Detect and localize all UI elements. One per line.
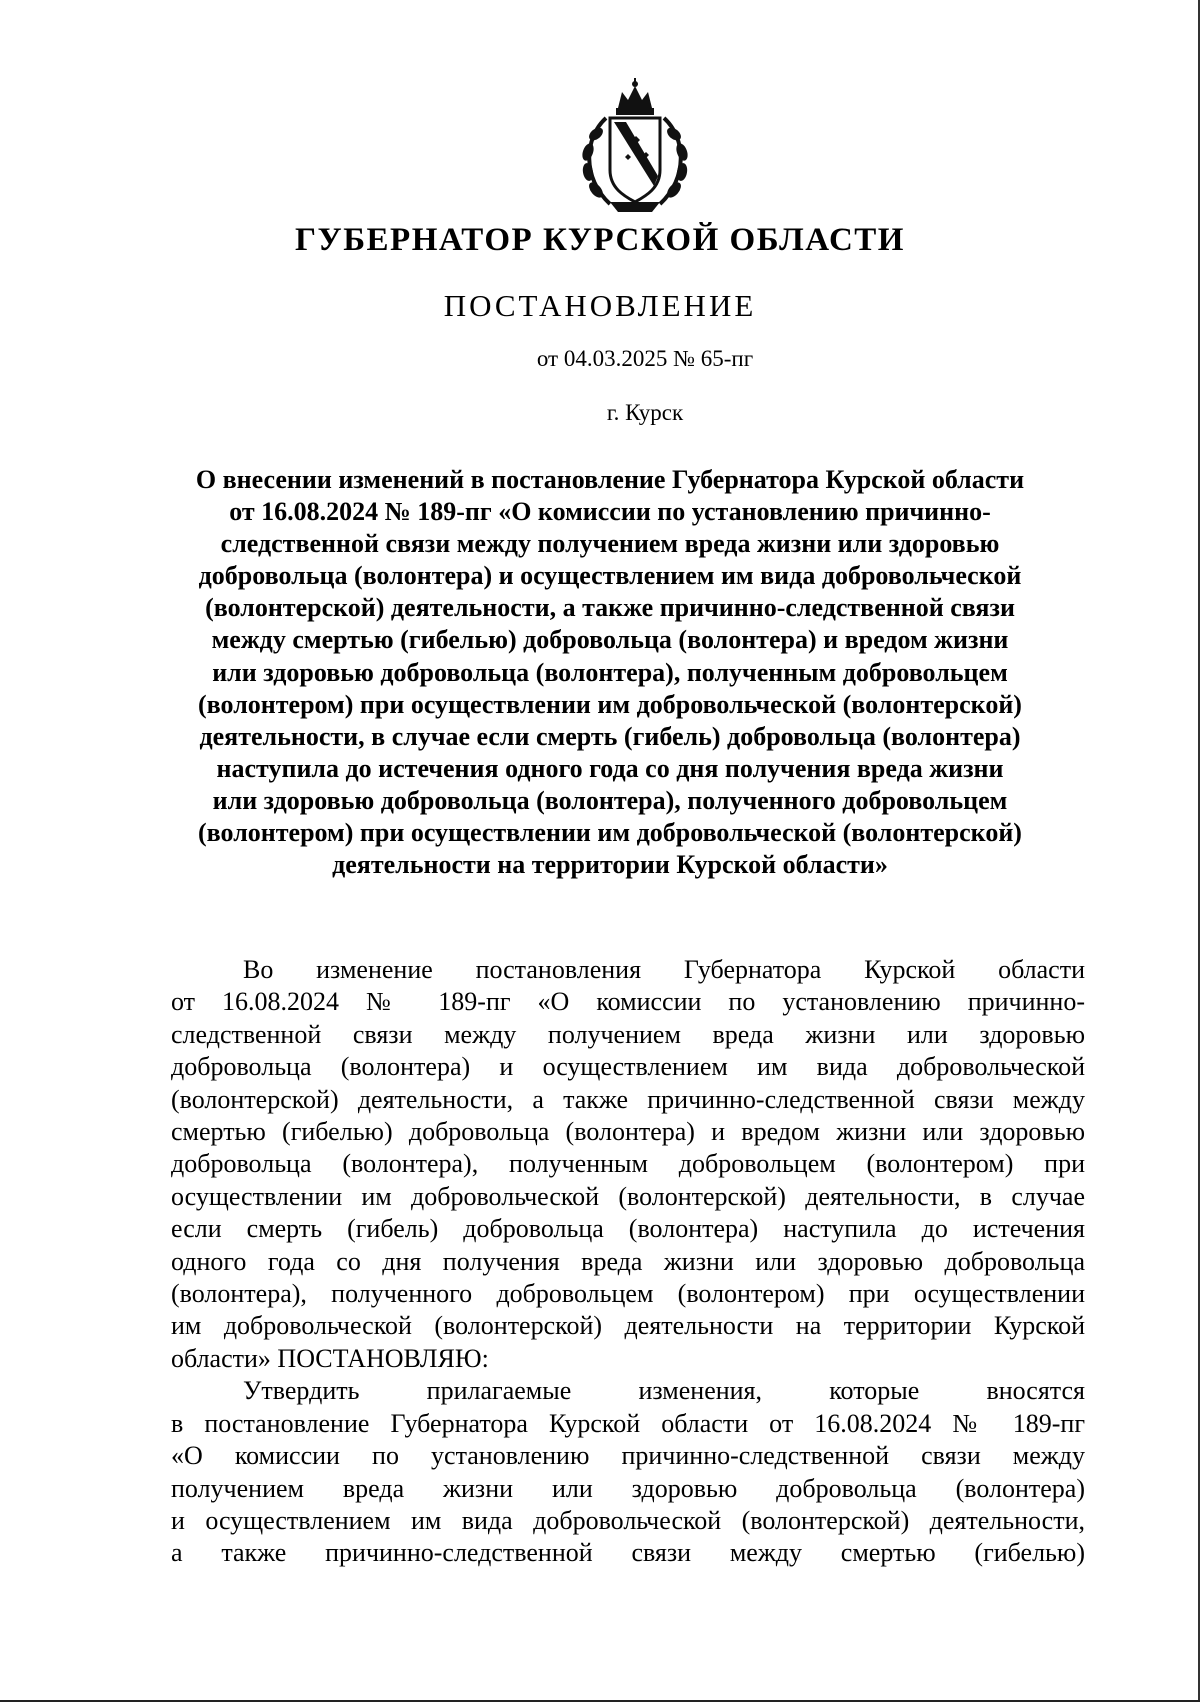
document-body <box>171 954 1085 1570</box>
subject-line: или здоровью добровольца (волонтера), полученным добровольцем <box>212 657 1008 687</box>
subject-line: между смертью (гибелью) добровольца (волонтера) и вредом жизни <box>211 625 1009 655</box>
document-subject <box>150 464 1070 881</box>
subject-line: (волонтером) при осуществлении им добровольческой (волонтерской) <box>198 818 1022 848</box>
body-line: осуществлении им добровольческой (волонтерской) деятельности, в случае <box>171 1181 1085 1211</box>
body-line: смертью (гибелью) добровольца (волонтера) и вредом жизни или здоровью <box>171 1117 1085 1147</box>
body-line: получением вреда жизни или здоровью добровольца (волонтера) <box>171 1473 1085 1503</box>
subject-line: О внесении изменений в постановление Губернатора Курской области <box>195 465 1025 494</box>
subject-line: наступила до истечения одного года со дня получения вреда жизни <box>216 753 1004 783</box>
body-line: «О комиссии по установлению причинно-следственной связи между <box>171 1441 1085 1471</box>
subject-line: (волонтером) при осуществлении им добровольческой (волонтерской) <box>198 689 1022 719</box>
body-line: добровольца (волонтера) и осуществлением им вида добровольческой <box>171 1052 1085 1082</box>
body-line: Во изменение постановления Губернатора Курской области <box>243 955 1085 984</box>
body-line: если смерть (гибель) добровольца (волонтера) наступила до истечения <box>171 1214 1085 1244</box>
subject-line: от 16.08.2024 № 189-пг «О комиссии по установлению причинно- <box>229 497 991 527</box>
document-type: ПОСТАНОВЛЕНИЕ <box>443 288 757 323</box>
subject-line: деятельности на территории Курской области» <box>332 850 888 880</box>
subject-line: следственной связи между получением вреда жизни или здоровью <box>220 529 1000 559</box>
body-line: (волонтерской) деятельности, а также причинно-следственной связи между <box>171 1084 1085 1114</box>
subject-line: (волонтерской) деятельности, а также причинно-следственной связи <box>205 593 1015 623</box>
body-line: им добровольческой (волонтерской) деятельности на территории Курской <box>171 1311 1085 1341</box>
body-line: а также причинно-следственной связи между смертью (гибелью) <box>171 1538 1085 1568</box>
body-line: от 16.08.2024 № 189-пг «О комиссии по установлению причинно- <box>171 987 1085 1017</box>
body-line: добровольца (волонтера), полученным добровольцем (волонтером) при <box>171 1149 1085 1179</box>
document-number-date: от 04.03.2025 № 65-пг <box>536 346 754 371</box>
coat-of-arms-icon <box>566 78 704 218</box>
document-place: г. Курск <box>606 400 684 425</box>
subject-line: добровольца (волонтера) и осуществлением им вида добровольческой <box>198 561 1022 591</box>
body-line: одного года со дня получения вреда жизни или здоровью добровольца <box>171 1246 1085 1276</box>
body-line: следственной связи между получением вреда жизни или здоровью <box>171 1019 1085 1049</box>
body-line: Утвердить прилагаемые изменения, которые вносятся <box>243 1376 1085 1406</box>
body-line: и осуществлением им вида добровольческой (волонтерской) деятельности, <box>171 1505 1085 1535</box>
subject-line: или здоровью добровольца (волонтера), полученного добровольцем <box>212 785 1008 815</box>
authority-title: ГУБЕРНАТОР КУРСКОЙ ОБЛАСТИ <box>295 222 905 258</box>
body-line: в постановление Губернатора Курской области от 16.08.2024 № 189-пг <box>171 1408 1085 1438</box>
subject-line: деятельности, в случае если смерть (гибель) добровольца (волонтера) <box>199 721 1021 751</box>
body-line: (волонтера), полученного добровольцем (волонтером) при осуществлении <box>171 1279 1085 1309</box>
body-line: области» ПОСТАНОВЛЯЮ: <box>171 1343 489 1373</box>
